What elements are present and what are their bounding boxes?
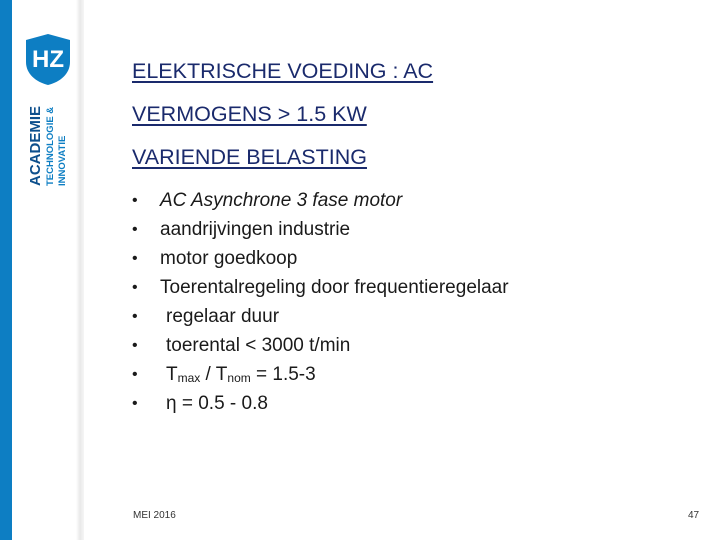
torque-sub-max: max — [177, 371, 201, 385]
footer-date: MEI 2016 — [133, 510, 176, 521]
bullet-text: AC Asynchrone 3 fase motor — [160, 190, 403, 211]
bullet-text: η = 0.5 - 0.8 — [166, 393, 268, 414]
bullet-icon: • — [132, 395, 138, 412]
torque-t1: T — [166, 364, 178, 385]
blue-accent-strip — [0, 0, 12, 540]
bullet-text: aandrijvingen industrie — [160, 219, 351, 240]
torque-end: = 1.5-3 — [250, 364, 316, 385]
hz-logo-icon — [22, 32, 74, 86]
torque-ratio-text — [166, 360, 316, 391]
bullet-icon: • — [132, 366, 138, 383]
bullet-text: toerental < 3000 t/min — [166, 335, 351, 356]
sidebar — [0, 0, 84, 540]
bullet-text: motor goedkoop — [160, 248, 298, 269]
bullet-icon: • — [132, 279, 138, 296]
academie-logo-text — [22, 96, 74, 188]
bullet-text: Toerentalregeling door frequentieregelaar — [160, 277, 509, 298]
bullet-text: regelaar duur — [166, 306, 280, 327]
bullet-icon: • — [132, 221, 138, 238]
logo-line2: TECHNOLOGIE & — [45, 106, 56, 186]
bullet-icon: • — [132, 250, 138, 267]
torque-sub-nom: nom — [227, 371, 251, 385]
title-line-1: ELEKTRISCHE VOEDING : AC — [132, 59, 434, 83]
logo-line3: INNOVATIE — [57, 135, 68, 186]
bullet-icon: • — [132, 192, 138, 209]
bullet-icon: • — [132, 308, 138, 325]
page-number: 47 — [688, 510, 700, 521]
bullet-icon: • — [132, 337, 138, 354]
logo-line1: ACADEMIE — [27, 105, 44, 186]
title-line-2: VERMOGENS > 1.5 KW — [132, 102, 367, 126]
title-line-3: VARIENDE BELASTING — [132, 145, 367, 169]
torque-mid: / T — [200, 364, 228, 385]
slide-title — [132, 54, 433, 183]
logo-mark: HZ — [32, 46, 64, 73]
